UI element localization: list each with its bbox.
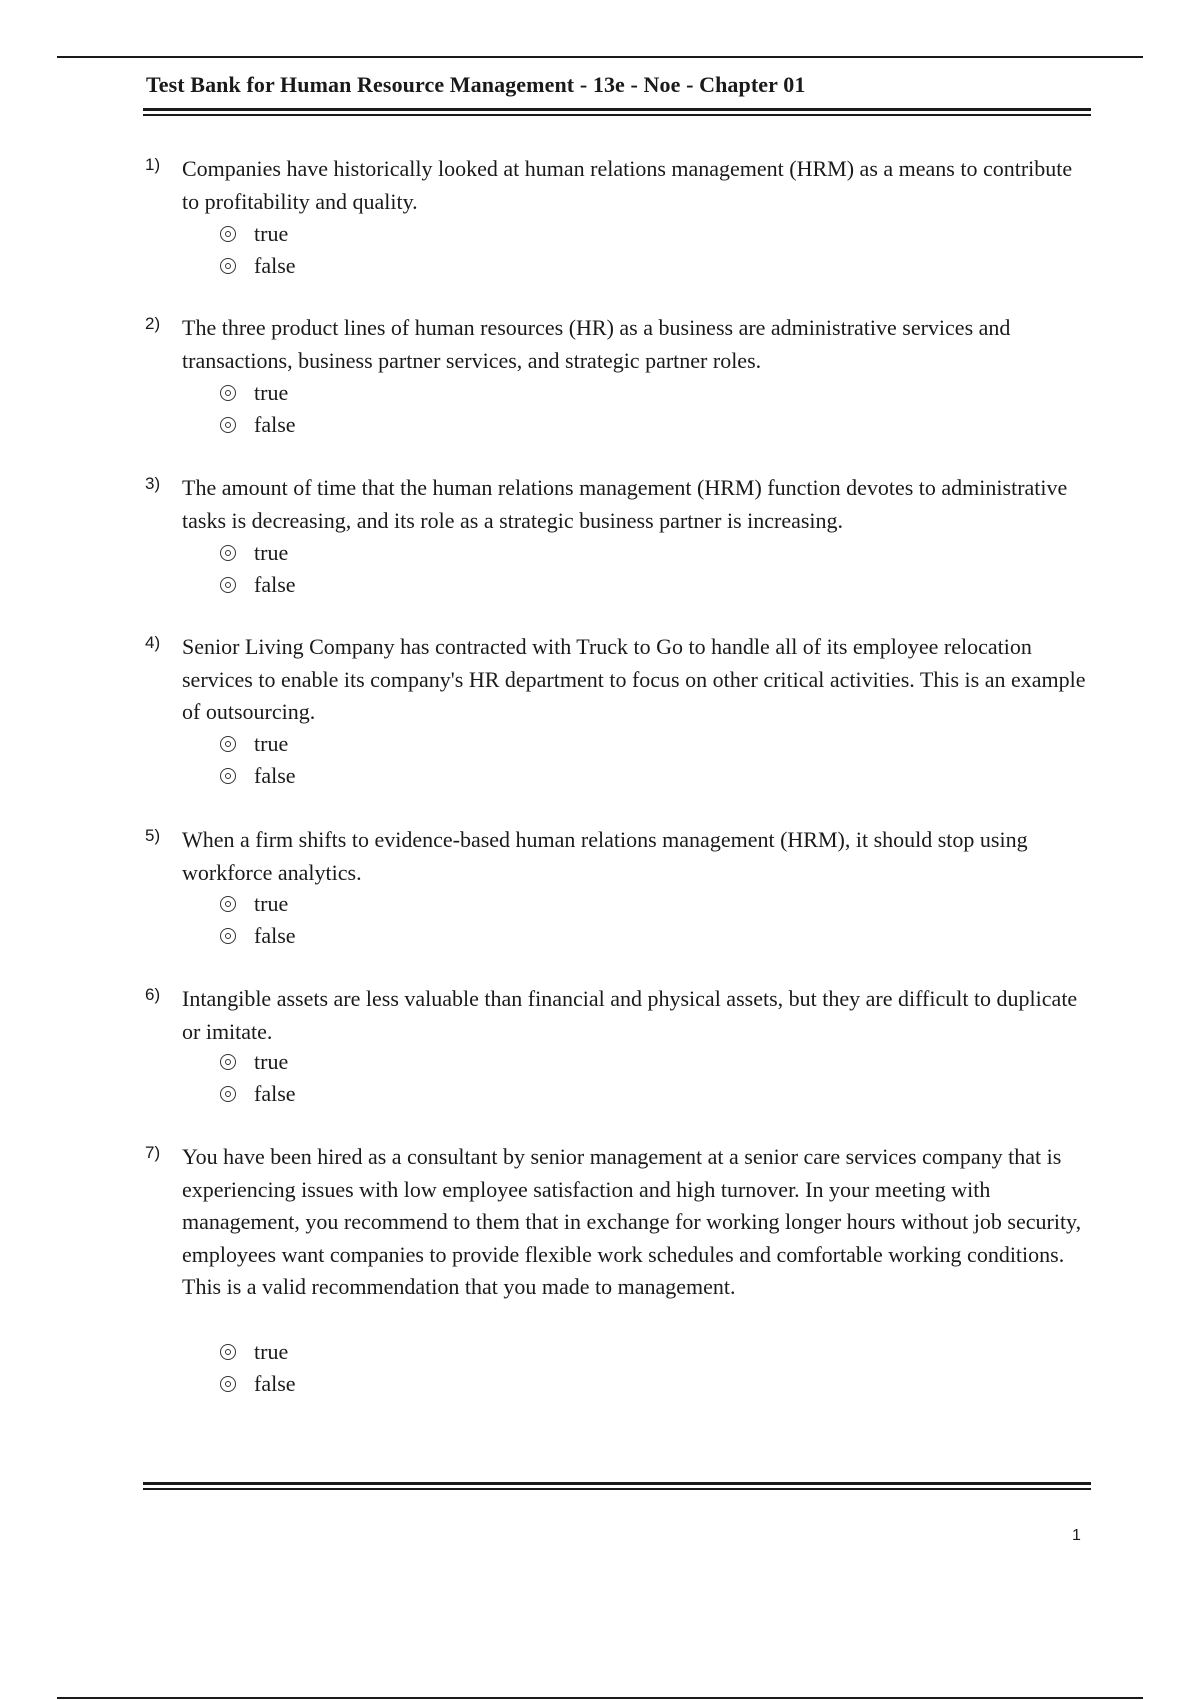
option-label: true — [254, 891, 289, 916]
radio-icon[interactable] — [220, 1376, 236, 1392]
question-number: 2) — [145, 314, 161, 333]
question-text: Intangible assets are less valuable than financial and physical assets, but they are difficult to duplicate or imitate. — [182, 986, 1078, 1044]
option-label: true — [254, 1339, 289, 1364]
radio-icon[interactable] — [220, 226, 236, 242]
question-number: 5) — [145, 826, 161, 845]
radio-icon[interactable] — [220, 1086, 236, 1102]
option-label: true — [254, 540, 289, 565]
footer-double-rule — [143, 1482, 1091, 1491]
option-label: true — [254, 221, 289, 246]
page-header-title: Test Bank for Human Resource Management - 13e - Noe - Chapter 01 — [146, 72, 806, 97]
question-text: You have been hired as a consultant by senior management at a senior care services company that is experiencing issues with low employee satisfaction and high turnover. In your meeting with management, you recommend to them that in exchange for working longer hours without job security, employees want companies to provide flexible work schedules and comfortable working conditions. This is a valid recommendation that you made to management. — [182, 1144, 1082, 1299]
radio-icon[interactable] — [220, 1344, 236, 1360]
radio-icon[interactable] — [220, 545, 236, 561]
page-top-border — [57, 56, 1143, 58]
radio-icon[interactable] — [220, 736, 236, 752]
question-text: The amount of time that the human relations management (HRM) function devotes to administrative tasks is decreasing, and its role as a strategic business partner is increasing. — [182, 475, 1068, 533]
option-label: false — [254, 412, 296, 437]
radio-icon[interactable] — [220, 1054, 236, 1070]
option-label: false — [254, 1371, 296, 1396]
question-number: 4) — [145, 633, 161, 652]
option-label: true — [254, 1049, 289, 1074]
option-label: false — [254, 572, 296, 597]
radio-icon[interactable] — [220, 928, 236, 944]
radio-icon[interactable] — [220, 385, 236, 401]
question-number: 1) — [145, 155, 161, 174]
radio-icon[interactable] — [220, 417, 236, 433]
page-number: 1 — [1072, 1527, 1081, 1544]
radio-icon[interactable] — [220, 577, 236, 593]
radio-icon[interactable] — [220, 258, 236, 274]
page-bottom-border — [57, 1697, 1143, 1699]
option-label: false — [254, 1081, 296, 1106]
header-double-rule — [143, 108, 1091, 117]
radio-icon[interactable] — [220, 896, 236, 912]
option-label: true — [254, 380, 289, 405]
radio-icon[interactable] — [220, 768, 236, 784]
option-label: false — [254, 253, 296, 278]
question-number: 7) — [145, 1143, 161, 1162]
option-label: false — [254, 923, 296, 948]
question-text: Senior Living Company has contracted with Truck to Go to handle all of its employee relocation services to enable its company's HR department to focus on other critical activities. This is an example of outsourcing. — [182, 634, 1086, 724]
question-text: Companies have historically looked at human relations management (HRM) as a means to contribute to profitability and quality. — [182, 156, 1073, 214]
question-text: When a firm shifts to evidence-based human relations management (HRM), it should stop using workforce analytics. — [182, 827, 1028, 885]
option-label: true — [254, 731, 289, 756]
question-number: 6) — [145, 985, 161, 1004]
question-text: The three product lines of human resources (HR) as a business are administrative services and transactions, business partner services, and strategic partner roles. — [182, 315, 1011, 373]
question-number: 3) — [145, 474, 161, 493]
option-label: false — [254, 763, 296, 788]
